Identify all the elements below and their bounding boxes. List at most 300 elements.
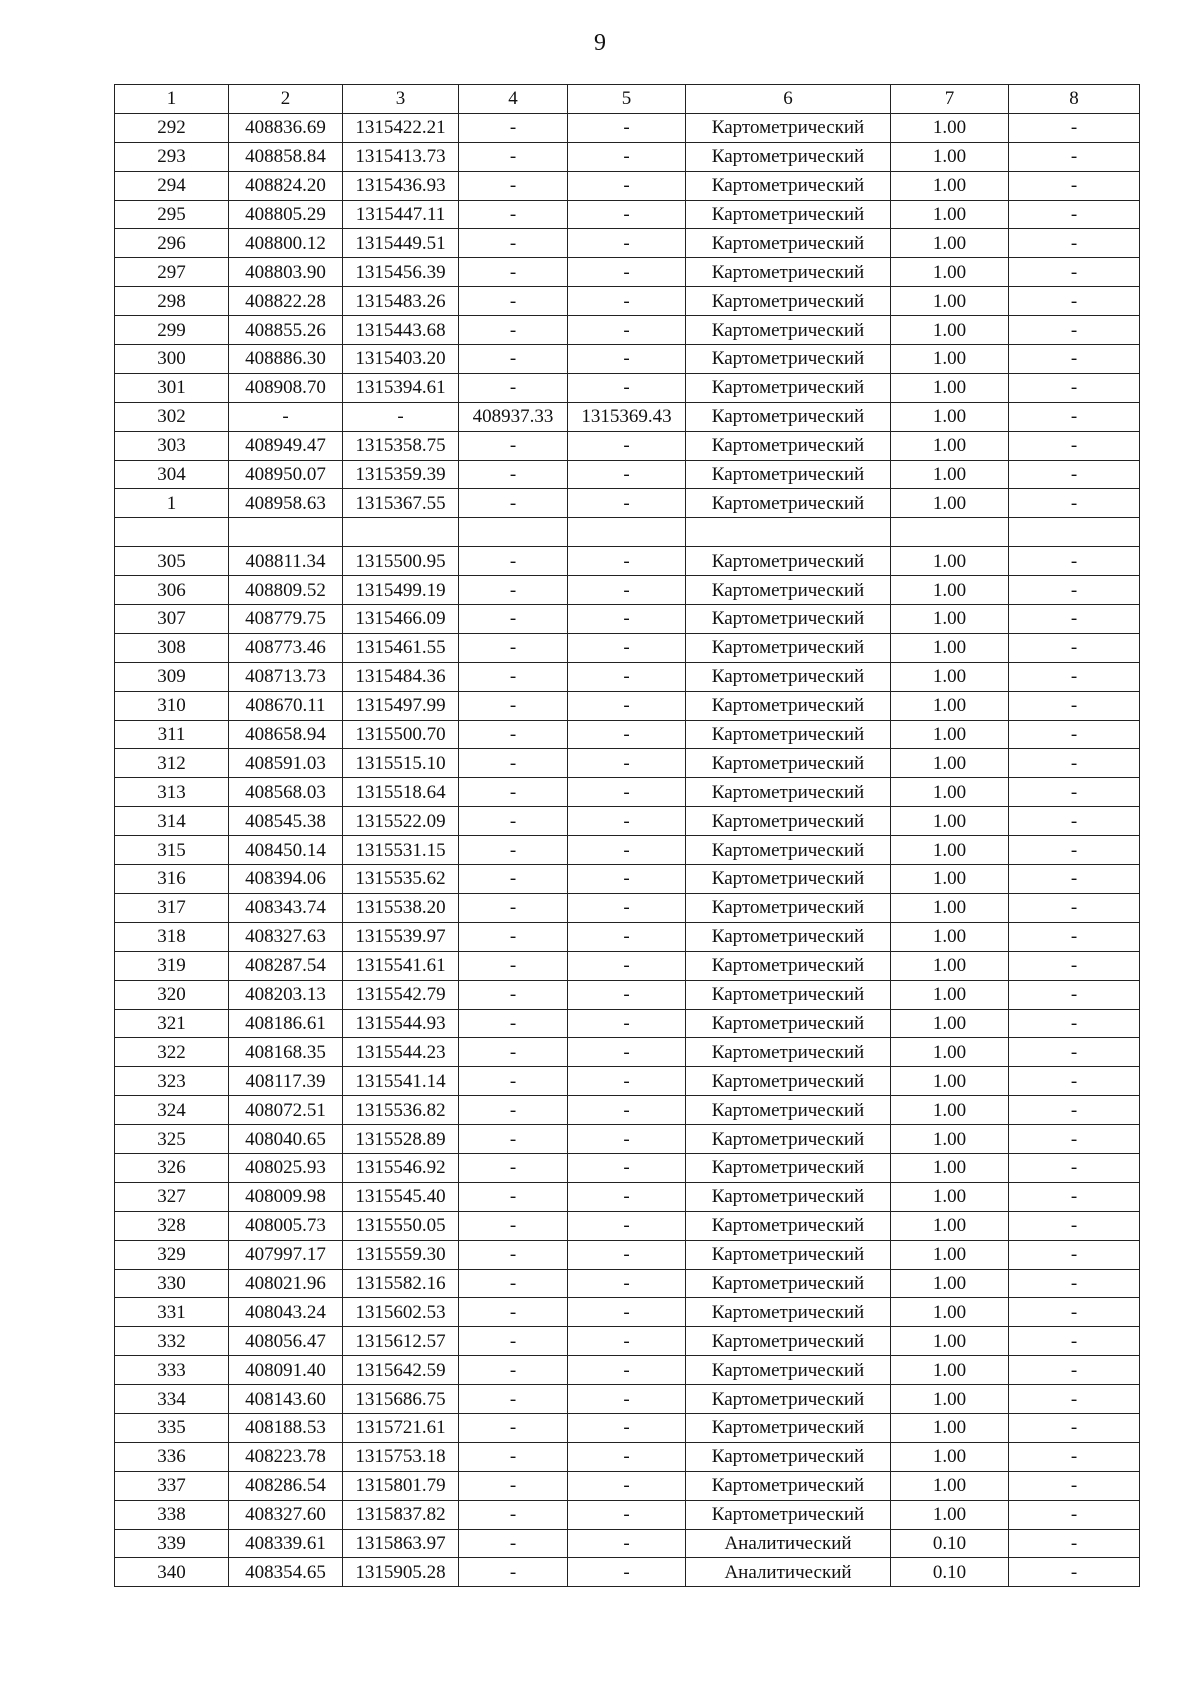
cell-y-coordinate: 1315466.09 xyxy=(343,605,459,634)
cell-method: Картометрический xyxy=(686,287,891,316)
cell-y-new: - xyxy=(568,460,686,489)
cell-y-new: - xyxy=(568,633,686,662)
cell-precision: 1.00 xyxy=(891,1009,1009,1038)
cell-y-coordinate: 1315403.20 xyxy=(343,345,459,374)
column-header-6: 6 xyxy=(686,85,891,114)
cell-y-coordinate: 1315359.39 xyxy=(343,460,459,489)
table-body xyxy=(115,113,1140,1586)
cell-x-coordinate: 408354.65 xyxy=(229,1558,343,1587)
cell-note: - xyxy=(1009,691,1140,720)
cell-y-coordinate: 1315642.59 xyxy=(343,1356,459,1385)
table-row xyxy=(115,345,1140,374)
cell-x-coordinate: 408958.63 xyxy=(229,489,343,518)
cell-x-new: - xyxy=(459,460,568,489)
cell-method: Картометрический xyxy=(686,142,891,171)
cell-note: - xyxy=(1009,1240,1140,1269)
cell-x-new: - xyxy=(459,1096,568,1125)
cell-point-number: 295 xyxy=(115,200,229,229)
coordinates-table xyxy=(114,84,1140,1587)
cell-x-new: - xyxy=(459,1182,568,1211)
cell-x-coordinate: 408005.73 xyxy=(229,1211,343,1240)
cell-x-coordinate: 408072.51 xyxy=(229,1096,343,1125)
cell-x-new: - xyxy=(459,865,568,894)
cell-precision: 1.00 xyxy=(891,1067,1009,1096)
cell-y-coordinate: 1315541.61 xyxy=(343,951,459,980)
cell-x-coordinate: 408327.60 xyxy=(229,1500,343,1529)
table-row xyxy=(115,113,1140,142)
cell-x-new: - xyxy=(459,258,568,287)
cell-x-new: - xyxy=(459,1500,568,1529)
cell-y-new: - xyxy=(568,1125,686,1154)
cell-x-new: - xyxy=(459,1240,568,1269)
cell-y-coordinate: 1315559.30 xyxy=(343,1240,459,1269)
cell-y-coordinate: - xyxy=(343,402,459,431)
cell-y-coordinate: 1315544.93 xyxy=(343,1009,459,1038)
cell-point-number: 334 xyxy=(115,1385,229,1414)
cell-note: - xyxy=(1009,576,1140,605)
cell-precision: 1.00 xyxy=(891,1500,1009,1529)
cell-y-new: - xyxy=(568,547,686,576)
cell-point-number: 315 xyxy=(115,836,229,865)
cell-x-coordinate: 408811.34 xyxy=(229,547,343,576)
cell-y-coordinate: 1315582.16 xyxy=(343,1269,459,1298)
cell-x-coordinate: 408188.53 xyxy=(229,1413,343,1442)
table-row xyxy=(115,1356,1140,1385)
cell-precision: 1.00 xyxy=(891,489,1009,518)
table-row xyxy=(115,662,1140,691)
cell-y-coordinate: 1315546.92 xyxy=(343,1153,459,1182)
table-row xyxy=(115,402,1140,431)
cell-y-coordinate: 1315538.20 xyxy=(343,893,459,922)
cell-method: Картометрический xyxy=(686,402,891,431)
cell-method: Картометрический xyxy=(686,547,891,576)
cell-x-coordinate: 408591.03 xyxy=(229,749,343,778)
cell-x-coordinate xyxy=(229,518,343,547)
cell-x-new: - xyxy=(459,200,568,229)
cell-y-coordinate: 1315721.61 xyxy=(343,1413,459,1442)
table-row xyxy=(115,547,1140,576)
cell-x-new: - xyxy=(459,1067,568,1096)
cell-note: - xyxy=(1009,1558,1140,1587)
table-row xyxy=(115,1269,1140,1298)
cell-x-coordinate: 408822.28 xyxy=(229,287,343,316)
cell-y-coordinate: 1315531.15 xyxy=(343,836,459,865)
cell-y-coordinate: 1315367.55 xyxy=(343,489,459,518)
cell-method: Картометрический xyxy=(686,229,891,258)
cell-note: - xyxy=(1009,142,1140,171)
cell-y-coordinate: 1315863.97 xyxy=(343,1529,459,1558)
cell-note: - xyxy=(1009,431,1140,460)
cell-y-new: - xyxy=(568,1356,686,1385)
cell-x-new: - xyxy=(459,547,568,576)
cell-x-new: - xyxy=(459,373,568,402)
cell-precision: 1.00 xyxy=(891,720,1009,749)
cell-x-coordinate: 408394.06 xyxy=(229,865,343,894)
column-header-7: 7 xyxy=(891,85,1009,114)
cell-method: Картометрический xyxy=(686,431,891,460)
cell-x-new: - xyxy=(459,605,568,634)
cell-y-new: - xyxy=(568,1009,686,1038)
cell-x-coordinate: 408908.70 xyxy=(229,373,343,402)
cell-precision: 1.00 xyxy=(891,633,1009,662)
cell-method: Картометрический xyxy=(686,1125,891,1154)
cell-method: Картометрический xyxy=(686,893,891,922)
cell-method: Картометрический xyxy=(686,345,891,374)
table-row xyxy=(115,1096,1140,1125)
cell-y-new: - xyxy=(568,1385,686,1414)
table-row xyxy=(115,1067,1140,1096)
cell-point-number: 323 xyxy=(115,1067,229,1096)
cell-method: Картометрический xyxy=(686,258,891,287)
cell-x-coordinate: 408091.40 xyxy=(229,1356,343,1385)
table-row xyxy=(115,1327,1140,1356)
cell-x-coordinate: 408773.46 xyxy=(229,633,343,662)
cell-note: - xyxy=(1009,720,1140,749)
cell-x-coordinate: - xyxy=(229,402,343,431)
cell-note: - xyxy=(1009,662,1140,691)
cell-x-coordinate: 408670.11 xyxy=(229,691,343,720)
cell-y-new: - xyxy=(568,1240,686,1269)
cell-x-new: - xyxy=(459,1356,568,1385)
cell-x-coordinate: 408886.30 xyxy=(229,345,343,374)
table-row xyxy=(115,865,1140,894)
cell-x-coordinate: 408287.54 xyxy=(229,951,343,980)
cell-y-new: - xyxy=(568,431,686,460)
cell-x-new: - xyxy=(459,489,568,518)
cell-y-new: 1315369.43 xyxy=(568,402,686,431)
cell-y-coordinate: 1315536.82 xyxy=(343,1096,459,1125)
cell-y-coordinate: 1315535.62 xyxy=(343,865,459,894)
cell-note: - xyxy=(1009,402,1140,431)
cell-y-new: - xyxy=(568,1298,686,1327)
cell-method: Картометрический xyxy=(686,1153,891,1182)
cell-point-number: 297 xyxy=(115,258,229,287)
cell-y-new: - xyxy=(568,1413,686,1442)
cell-x-coordinate: 408805.29 xyxy=(229,200,343,229)
table-row xyxy=(115,460,1140,489)
cell-x-new: - xyxy=(459,1442,568,1471)
cell-method: Аналитический xyxy=(686,1558,891,1587)
cell-point-number: 303 xyxy=(115,431,229,460)
cell-precision: 1.00 xyxy=(891,865,1009,894)
cell-x-new: - xyxy=(459,922,568,951)
table-row xyxy=(115,1385,1140,1414)
cell-y-new: - xyxy=(568,836,686,865)
cell-x-coordinate: 408203.13 xyxy=(229,980,343,1009)
cell-precision: 1.00 xyxy=(891,1125,1009,1154)
cell-method: Картометрический xyxy=(686,460,891,489)
column-header-8: 8 xyxy=(1009,85,1140,114)
cell-y-new: - xyxy=(568,229,686,258)
cell-x-coordinate: 408824.20 xyxy=(229,171,343,200)
cell-x-new: - xyxy=(459,1298,568,1327)
cell-y-coordinate: 1315539.97 xyxy=(343,922,459,951)
cell-x-new: - xyxy=(459,113,568,142)
cell-x-new: - xyxy=(459,749,568,778)
cell-x-new: - xyxy=(459,633,568,662)
cell-method: Картометрический xyxy=(686,1038,891,1067)
cell-y-new: - xyxy=(568,1558,686,1587)
cell-y-coordinate: 1315497.99 xyxy=(343,691,459,720)
cell-note: - xyxy=(1009,1009,1140,1038)
cell-y-coordinate: 1315542.79 xyxy=(343,980,459,1009)
cell-x-new xyxy=(459,518,568,547)
cell-point-number: 329 xyxy=(115,1240,229,1269)
cell-x-coordinate: 408779.75 xyxy=(229,605,343,634)
cell-method: Картометрический xyxy=(686,951,891,980)
cell-x-coordinate: 408450.14 xyxy=(229,836,343,865)
cell-precision: 1.00 xyxy=(891,200,1009,229)
cell-x-new: - xyxy=(459,1529,568,1558)
cell-method: Картометрический xyxy=(686,1067,891,1096)
cell-precision: 1.00 xyxy=(891,1096,1009,1125)
cell-method: Картометрический xyxy=(686,1327,891,1356)
cell-y-coordinate: 1315801.79 xyxy=(343,1471,459,1500)
cell-y-coordinate: 1315447.11 xyxy=(343,200,459,229)
cell-point-number: 293 xyxy=(115,142,229,171)
cell-x-coordinate: 408223.78 xyxy=(229,1442,343,1471)
table-row xyxy=(115,951,1140,980)
cell-note: - xyxy=(1009,113,1140,142)
cell-note: - xyxy=(1009,1038,1140,1067)
cell-x-new: - xyxy=(459,1009,568,1038)
table-row xyxy=(115,1558,1140,1587)
cell-point-number: 304 xyxy=(115,460,229,489)
cell-method: Картометрический xyxy=(686,1009,891,1038)
cell-method: Картометрический xyxy=(686,807,891,836)
table-row xyxy=(115,287,1140,316)
cell-precision: 1.00 xyxy=(891,1413,1009,1442)
cell-x-new: - xyxy=(459,229,568,258)
cell-x-coordinate: 408568.03 xyxy=(229,778,343,807)
cell-precision: 1.00 xyxy=(891,460,1009,489)
cell-method: Картометрический xyxy=(686,691,891,720)
cell-precision: 1.00 xyxy=(891,1298,1009,1327)
cell-point-number: 311 xyxy=(115,720,229,749)
column-header-4: 4 xyxy=(459,85,568,114)
cell-precision: 1.00 xyxy=(891,1211,1009,1240)
cell-y-new: - xyxy=(568,1067,686,1096)
cell-method: Картометрический xyxy=(686,749,891,778)
cell-y-new: - xyxy=(568,373,686,402)
cell-note: - xyxy=(1009,345,1140,374)
cell-note: - xyxy=(1009,807,1140,836)
cell-note: - xyxy=(1009,980,1140,1009)
cell-note: - xyxy=(1009,1442,1140,1471)
cell-x-coordinate: 407997.17 xyxy=(229,1240,343,1269)
table-row xyxy=(115,1500,1140,1529)
cell-x-new: - xyxy=(459,171,568,200)
cell-y-new: - xyxy=(568,258,686,287)
table-row xyxy=(115,518,1140,547)
table-row xyxy=(115,836,1140,865)
cell-note: - xyxy=(1009,605,1140,634)
cell-method: Картометрический xyxy=(686,633,891,662)
cell-point-number: 340 xyxy=(115,1558,229,1587)
cell-y-new: - xyxy=(568,807,686,836)
cell-y-new: - xyxy=(568,662,686,691)
cell-y-coordinate: 1315545.40 xyxy=(343,1182,459,1211)
cell-note: - xyxy=(1009,1298,1140,1327)
cell-point-number: 337 xyxy=(115,1471,229,1500)
cell-x-new: - xyxy=(459,431,568,460)
table-row xyxy=(115,1009,1140,1038)
cell-note: - xyxy=(1009,1500,1140,1529)
cell-precision: 1.00 xyxy=(891,1327,1009,1356)
table-row xyxy=(115,489,1140,518)
cell-y-new: - xyxy=(568,200,686,229)
cell-method: Картометрический xyxy=(686,662,891,691)
cell-y-new: - xyxy=(568,1038,686,1067)
cell-y-new: - xyxy=(568,1327,686,1356)
cell-precision: 1.00 xyxy=(891,345,1009,374)
cell-precision: 1.00 xyxy=(891,1038,1009,1067)
cell-precision: 1.00 xyxy=(891,431,1009,460)
cell-note: - xyxy=(1009,1269,1140,1298)
cell-note: - xyxy=(1009,1356,1140,1385)
cell-note: - xyxy=(1009,951,1140,980)
cell-method: Картометрический xyxy=(686,113,891,142)
cell-y-coordinate: 1315515.10 xyxy=(343,749,459,778)
cell-method: Картометрический xyxy=(686,316,891,345)
cell-point-number: 312 xyxy=(115,749,229,778)
cell-note: - xyxy=(1009,1211,1140,1240)
cell-point-number: 331 xyxy=(115,1298,229,1327)
cell-x-coordinate: 408545.38 xyxy=(229,807,343,836)
cell-point-number: 339 xyxy=(115,1529,229,1558)
cell-x-new: - xyxy=(459,1471,568,1500)
cell-y-coordinate: 1315461.55 xyxy=(343,633,459,662)
cell-precision: 1.00 xyxy=(891,980,1009,1009)
cell-y-new: - xyxy=(568,576,686,605)
cell-precision: 1.00 xyxy=(891,229,1009,258)
cell-precision: 1.00 xyxy=(891,951,1009,980)
cell-point-number: 319 xyxy=(115,951,229,980)
cell-x-coordinate: 408286.54 xyxy=(229,1471,343,1500)
table-row xyxy=(115,749,1140,778)
table-row xyxy=(115,893,1140,922)
cell-y-coordinate xyxy=(343,518,459,547)
cell-point-number: 316 xyxy=(115,865,229,894)
cell-point-number: 306 xyxy=(115,576,229,605)
cell-precision: 1.00 xyxy=(891,113,1009,142)
cell-y-new: - xyxy=(568,113,686,142)
cell-x-new: - xyxy=(459,662,568,691)
cell-x-coordinate: 408949.47 xyxy=(229,431,343,460)
cell-x-new: - xyxy=(459,1558,568,1587)
cell-x-new: - xyxy=(459,836,568,865)
table-row xyxy=(115,922,1140,951)
cell-y-coordinate: 1315905.28 xyxy=(343,1558,459,1587)
cell-point-number: 302 xyxy=(115,402,229,431)
cell-y-new: - xyxy=(568,865,686,894)
cell-note: - xyxy=(1009,1153,1140,1182)
cell-precision: 1.00 xyxy=(891,547,1009,576)
cell-method: Картометрический xyxy=(686,1269,891,1298)
cell-note: - xyxy=(1009,893,1140,922)
cell-method: Картометрический xyxy=(686,778,891,807)
cell-point-number: 299 xyxy=(115,316,229,345)
cell-x-new: - xyxy=(459,1385,568,1414)
cell-x-new: - xyxy=(459,951,568,980)
cell-x-coordinate: 408800.12 xyxy=(229,229,343,258)
cell-y-new: - xyxy=(568,980,686,1009)
cell-x-new: - xyxy=(459,1269,568,1298)
cell-note: - xyxy=(1009,229,1140,258)
cell-precision: 1.00 xyxy=(891,171,1009,200)
cell-y-coordinate: 1315686.75 xyxy=(343,1385,459,1414)
cell-method: Картометрический xyxy=(686,1211,891,1240)
cell-y-new: - xyxy=(568,1096,686,1125)
cell-precision: 1.00 xyxy=(891,576,1009,605)
cell-x-new: - xyxy=(459,576,568,605)
cell-y-new: - xyxy=(568,1211,686,1240)
cell-point-number: 294 xyxy=(115,171,229,200)
cell-precision: 1.00 xyxy=(891,605,1009,634)
cell-x-new: - xyxy=(459,1211,568,1240)
cell-note: - xyxy=(1009,1067,1140,1096)
cell-x-new: - xyxy=(459,691,568,720)
cell-y-coordinate: 1315612.57 xyxy=(343,1327,459,1356)
cell-precision: 1.00 xyxy=(891,749,1009,778)
cell-y-new xyxy=(568,518,686,547)
cell-x-coordinate: 408040.65 xyxy=(229,1125,343,1154)
cell-method: Картометрический xyxy=(686,1500,891,1529)
cell-y-new: - xyxy=(568,720,686,749)
cell-x-new: - xyxy=(459,1327,568,1356)
cell-y-coordinate: 1315394.61 xyxy=(343,373,459,402)
table-row xyxy=(115,1211,1140,1240)
cell-x-new: - xyxy=(459,142,568,171)
cell-method: Картометрический xyxy=(686,576,891,605)
cell-x-coordinate: 408836.69 xyxy=(229,113,343,142)
cell-x-coordinate: 408713.73 xyxy=(229,662,343,691)
table-row xyxy=(115,316,1140,345)
table-row xyxy=(115,691,1140,720)
cell-precision: 1.00 xyxy=(891,402,1009,431)
cell-y-new: - xyxy=(568,749,686,778)
cell-point-number: 338 xyxy=(115,1500,229,1529)
cell-precision: 1.00 xyxy=(891,922,1009,951)
cell-x-coordinate: 408168.35 xyxy=(229,1038,343,1067)
table-row xyxy=(115,1182,1140,1211)
cell-method: Картометрический xyxy=(686,489,891,518)
cell-y-new: - xyxy=(568,142,686,171)
table-row xyxy=(115,200,1140,229)
cell-note: - xyxy=(1009,171,1140,200)
cell-y-coordinate: 1315449.51 xyxy=(343,229,459,258)
cell-method: Картометрический xyxy=(686,1442,891,1471)
cell-point-number: 300 xyxy=(115,345,229,374)
cell-y-new: - xyxy=(568,605,686,634)
cell-note: - xyxy=(1009,749,1140,778)
cell-note: - xyxy=(1009,778,1140,807)
cell-y-coordinate: 1315550.05 xyxy=(343,1211,459,1240)
cell-method: Картометрический xyxy=(686,720,891,749)
table-row xyxy=(115,1153,1140,1182)
cell-precision: 1.00 xyxy=(891,316,1009,345)
cell-note: - xyxy=(1009,489,1140,518)
cell-note xyxy=(1009,518,1140,547)
cell-x-new: - xyxy=(459,807,568,836)
cell-y-new: - xyxy=(568,1529,686,1558)
cell-x-new: - xyxy=(459,316,568,345)
cell-note: - xyxy=(1009,1385,1140,1414)
cell-point-number: 335 xyxy=(115,1413,229,1442)
cell-y-coordinate: 1315413.73 xyxy=(343,142,459,171)
cell-y-new: - xyxy=(568,1442,686,1471)
table-row xyxy=(115,720,1140,749)
